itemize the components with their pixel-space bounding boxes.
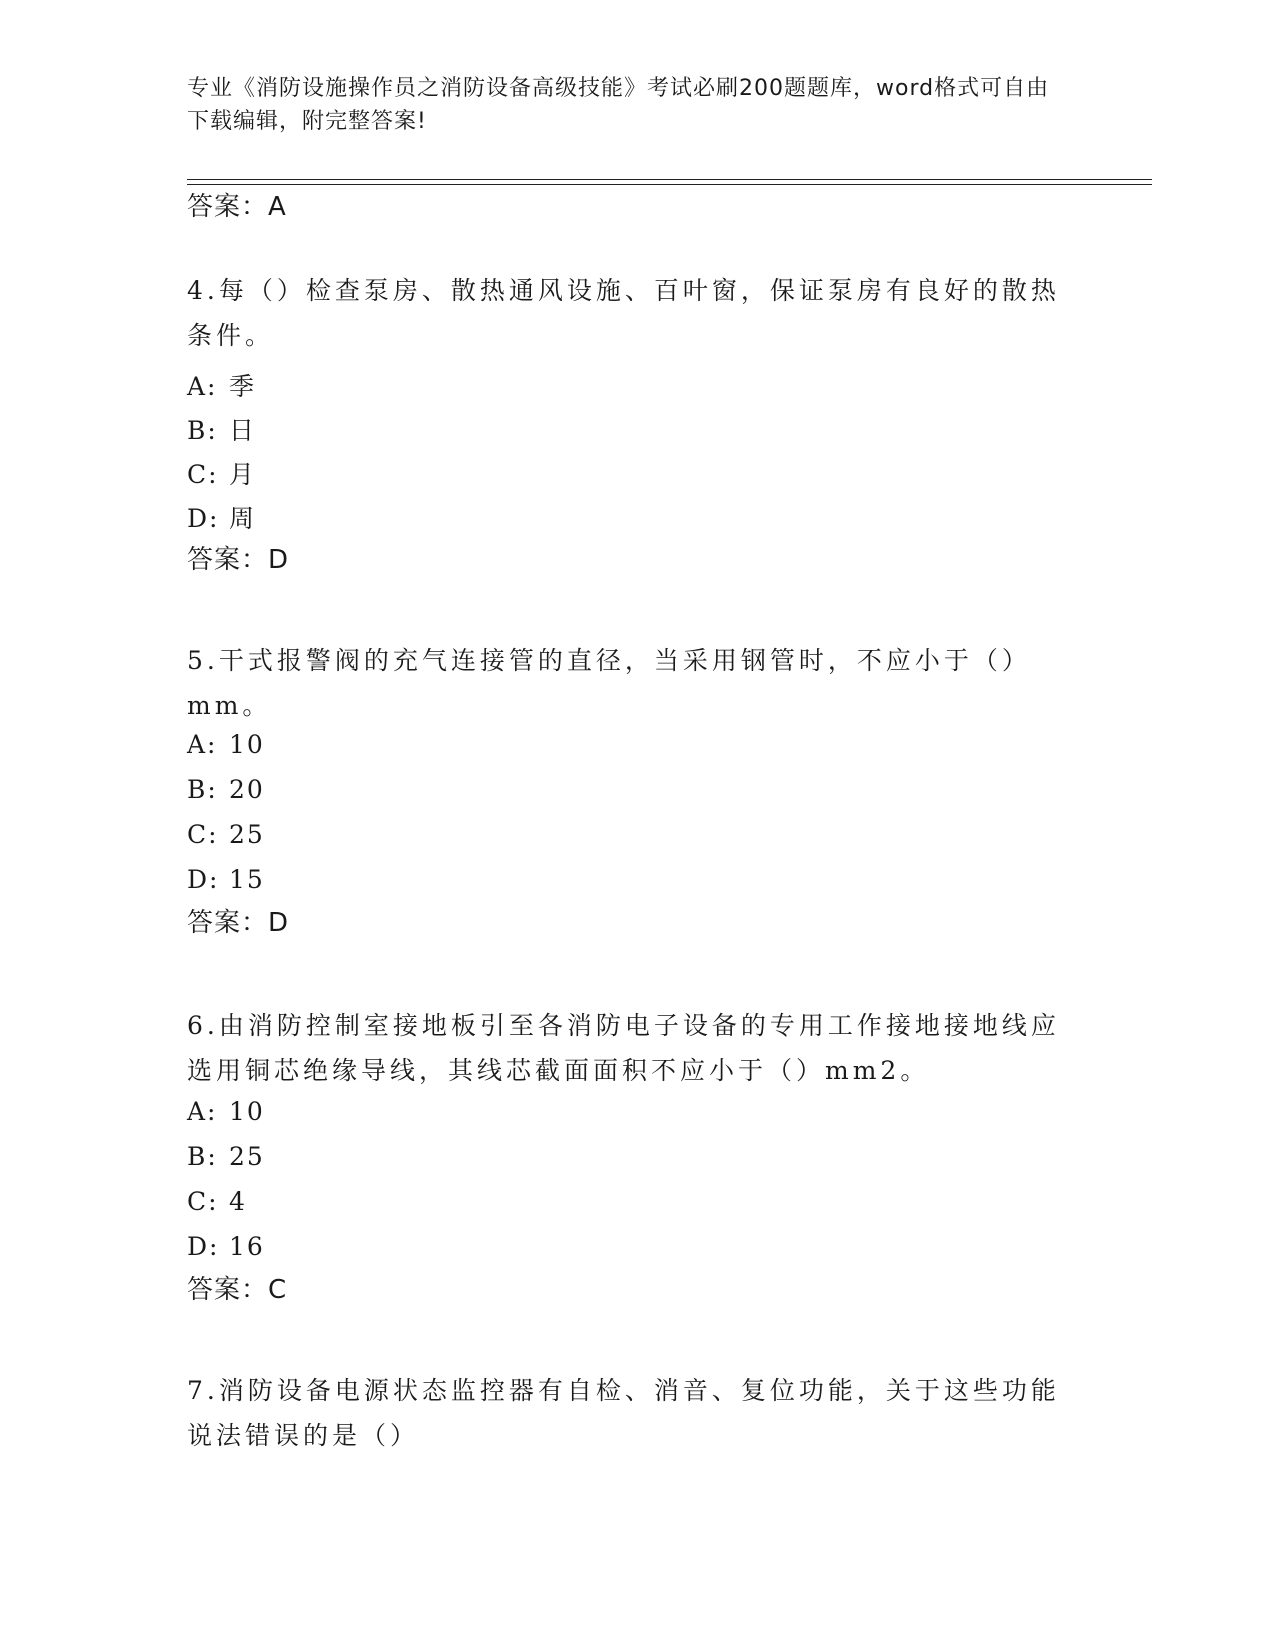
header-divider-top [187,179,1152,180]
header-divider-bottom [187,184,1152,185]
question-5-answer: 答案：D [187,908,290,938]
question-6-option-c: C: 4 [187,1187,247,1216]
question-4-option-a: A: 季 [187,372,257,401]
question-5-text: 5.干式报警阀的充气连接管的直径，当采用钢管时，不应小于（）mm。 [187,646,1031,720]
question-4-text: 4.每（）检查泵房、散热通风设施、百叶窗，保证泵房有良好的散热条件。 [187,276,1060,350]
document-header: 专业《消防设施操作员之消防设备高级技能》考试必刷200题题库，word格式可自由下载编辑，附完整答案! [187,76,1050,134]
question-4-option-b: B: 日 [187,416,257,445]
question-6-option-b: B: 25 [187,1142,265,1171]
question-4-answer: 答案：D [187,545,290,575]
question-4-option-d: D: 周 [187,504,257,533]
question-6-answer: 答案：C [187,1275,288,1305]
question-7-text: 7.消防设备电源状态监控器有自检、消音、复位功能，关于这些功能说法错误的是（） [187,1376,1060,1450]
question-5-option-d: D: 15 [187,865,265,894]
question-4-option-c: C: 月 [187,460,257,489]
question-5-option-c: C: 25 [187,820,265,849]
question-5-option-b: B: 20 [187,775,265,804]
question-6-option-d: D: 16 [187,1232,265,1261]
question-6-text: 6.由消防控制室接地板引至各消防电子设备的专用工作接地接地线应选用铜芯绝缘导线，其线芯截面面积不应小于（）mm2。 [187,1011,1060,1085]
question-5-option-a: A: 10 [187,730,265,759]
answer-q3: 答案：A [187,192,287,222]
question-6-option-a: A: 10 [187,1097,265,1126]
